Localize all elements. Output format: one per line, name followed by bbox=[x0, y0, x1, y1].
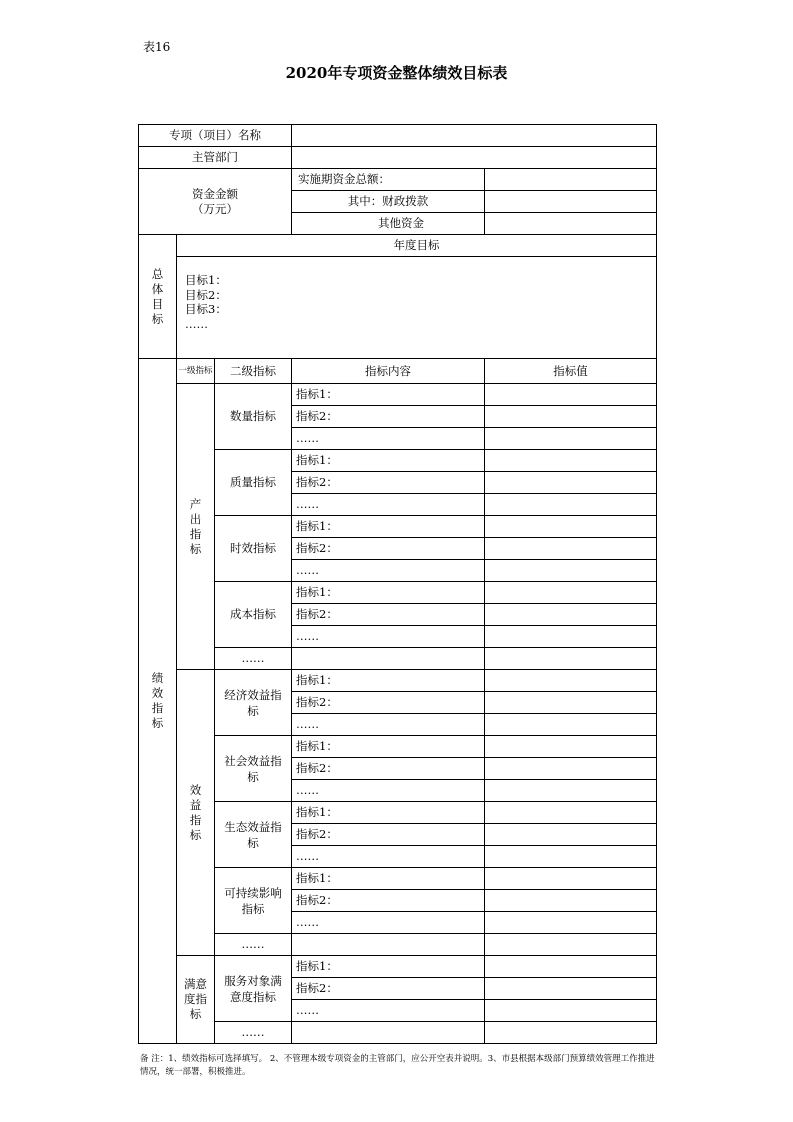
overall-char: 标 bbox=[151, 311, 164, 326]
group-more: …… bbox=[215, 934, 292, 956]
goal-item: 目标2： bbox=[185, 287, 227, 302]
satisfaction-char: 标 bbox=[189, 1007, 202, 1021]
group-more: …… bbox=[215, 1022, 292, 1044]
perf-char: 绩 bbox=[151, 671, 164, 685]
perf-char: 指 bbox=[151, 701, 164, 715]
group-ecological: 生态效益指标 bbox=[215, 802, 292, 868]
indicator-2[interactable]: 指标2： bbox=[292, 538, 485, 560]
group-quantity: 数量指标 bbox=[215, 384, 292, 450]
other-funds-label: 其他资金 bbox=[292, 213, 485, 235]
indicator-2[interactable]: 指标2： bbox=[292, 472, 485, 494]
indicator-more[interactable]: …… bbox=[292, 912, 485, 934]
project-name-row bbox=[139, 125, 657, 147]
overall-char: 总 bbox=[151, 266, 164, 281]
indicator-1[interactable]: 指标1： bbox=[292, 802, 485, 824]
indicator-value[interactable] bbox=[485, 824, 657, 846]
group-social: 社会效益指标 bbox=[215, 736, 292, 802]
indicator-more[interactable]: …… bbox=[292, 846, 485, 868]
indicator-more[interactable]: …… bbox=[292, 780, 485, 802]
overall-goal-label bbox=[139, 235, 177, 359]
indicator-row bbox=[139, 384, 657, 406]
indicator-value[interactable] bbox=[485, 802, 657, 824]
page-title: 2020年专项资金整体绩效目标表 bbox=[285, 64, 508, 82]
dept-label: 主管部门 bbox=[139, 147, 292, 169]
indicator-value[interactable] bbox=[485, 692, 657, 714]
indicator-value[interactable] bbox=[485, 472, 657, 494]
indicator-value[interactable] bbox=[485, 1000, 657, 1022]
indicator-1[interactable]: 指标1： bbox=[292, 736, 485, 758]
benefit-char: 效 bbox=[189, 782, 202, 797]
output-indicator-label bbox=[177, 384, 215, 670]
col-value-header: 指标值 bbox=[485, 359, 657, 384]
output-char: 标 bbox=[189, 541, 202, 556]
indicator-1[interactable]: 指标1： bbox=[292, 868, 485, 890]
indicator-value[interactable] bbox=[485, 846, 657, 868]
indicator-value[interactable] bbox=[485, 538, 657, 560]
indicator-1[interactable]: 指标1： bbox=[292, 450, 485, 472]
year-goal-label: 年度目标 bbox=[177, 235, 657, 257]
indicator-value[interactable] bbox=[485, 582, 657, 604]
indicator-more[interactable]: …… bbox=[292, 714, 485, 736]
benefit-indicator-label bbox=[177, 670, 215, 956]
indicator-more[interactable]: …… bbox=[292, 1000, 485, 1022]
benefit-char: 益 bbox=[189, 797, 202, 812]
indicator-value[interactable] bbox=[485, 736, 657, 758]
indicator-row bbox=[139, 868, 657, 890]
indicator-1[interactable]: 指标1： bbox=[292, 582, 485, 604]
indicator-value[interactable] bbox=[485, 626, 657, 648]
indicator-row bbox=[139, 516, 657, 538]
perf-char: 效 bbox=[151, 686, 164, 700]
indicator-row bbox=[139, 956, 657, 978]
indicator-value[interactable] bbox=[485, 868, 657, 890]
dept-cell[interactable] bbox=[292, 147, 657, 169]
indicator-row bbox=[139, 450, 657, 472]
indicator-2[interactable]: 指标2： bbox=[292, 978, 485, 1000]
output-char: 出 bbox=[189, 511, 202, 526]
indicator-more[interactable]: …… bbox=[292, 560, 485, 582]
indicator-2[interactable]: 指标2： bbox=[292, 692, 485, 714]
indicator-value[interactable] bbox=[485, 406, 657, 428]
group-cost: 成本指标 bbox=[215, 582, 292, 648]
indicator-value[interactable] bbox=[485, 428, 657, 450]
indicator-value[interactable] bbox=[485, 956, 657, 978]
overall-char: 体 bbox=[151, 281, 164, 296]
table-number: 表16 bbox=[143, 40, 171, 54]
total-funds-row bbox=[139, 169, 657, 191]
indicator-value[interactable] bbox=[485, 780, 657, 802]
indicator-row bbox=[139, 670, 657, 692]
col-level2-header: 二级指标 bbox=[215, 359, 292, 384]
indicator-value[interactable] bbox=[485, 560, 657, 582]
perf-char: 标 bbox=[151, 716, 164, 730]
indicator-content[interactable] bbox=[292, 1022, 485, 1044]
indicator-2[interactable]: 指标2： bbox=[292, 890, 485, 912]
group-quality: 质量指标 bbox=[215, 450, 292, 516]
goal-item: 目标1： bbox=[185, 273, 227, 287]
indicator-2[interactable]: 指标2： bbox=[292, 604, 485, 626]
funds-label-line2: （万元） bbox=[192, 201, 239, 216]
indicator-1[interactable]: 指标1： bbox=[292, 516, 485, 538]
col-level1-header: 一级指标 bbox=[177, 359, 215, 384]
indicator-content[interactable] bbox=[292, 648, 485, 670]
indicator-value[interactable] bbox=[485, 758, 657, 780]
indicator-row bbox=[139, 934, 657, 956]
group-timeliness: 时效指标 bbox=[215, 516, 292, 582]
group-more: …… bbox=[215, 648, 292, 670]
indicator-2[interactable]: 指标2： bbox=[292, 758, 485, 780]
indicator-value[interactable] bbox=[485, 604, 657, 626]
indicator-value[interactable] bbox=[485, 1022, 657, 1044]
performance-goal-table bbox=[138, 124, 657, 1044]
group-sustainable: 可持续影响指标 bbox=[215, 868, 292, 934]
indicator-row bbox=[139, 1022, 657, 1044]
satisfaction-char: 度指 bbox=[184, 992, 207, 1006]
indicator-value[interactable] bbox=[485, 450, 657, 472]
footnote: 备 注：1、绩效指标可选择填写。 2、不管理本级专项资金的主管部门，应公开空表并说明。3、市县根据本级部门预算绩效管理工作推进情况，统一部署，积极推进。 bbox=[140, 1054, 655, 1077]
indicator-value[interactable] bbox=[485, 714, 657, 736]
other-funds-cell[interactable] bbox=[485, 213, 657, 235]
goal-item: …… bbox=[185, 316, 208, 331]
indicator-more[interactable]: …… bbox=[292, 428, 485, 450]
satisfaction-indicator-label bbox=[177, 956, 215, 1044]
indicator-1[interactable]: 指标1： bbox=[292, 670, 485, 692]
indicator-2[interactable]: 指标2： bbox=[292, 824, 485, 846]
funds-label bbox=[139, 169, 292, 235]
indicator-value[interactable] bbox=[485, 384, 657, 406]
indicator-value[interactable] bbox=[485, 516, 657, 538]
benefit-char: 指 bbox=[189, 812, 202, 827]
goal-item: 目标3： bbox=[185, 302, 227, 316]
total-funds-label: 实施期资金总额： bbox=[292, 169, 485, 191]
indicator-value[interactable] bbox=[485, 648, 657, 670]
year-goal-header-row bbox=[139, 235, 657, 257]
indicator-value[interactable] bbox=[485, 934, 657, 956]
output-char: 指 bbox=[189, 526, 202, 541]
satisfaction-char: 满意 bbox=[184, 977, 207, 991]
indicator-row bbox=[139, 648, 657, 670]
benefit-char: 标 bbox=[189, 827, 202, 842]
indicator-row bbox=[139, 582, 657, 604]
indicator-1[interactable]: 指标1： bbox=[292, 956, 485, 978]
funds-label-line1: 资金金额 bbox=[192, 186, 239, 201]
group-economic: 经济效益指标 bbox=[215, 670, 292, 736]
dept-row bbox=[139, 147, 657, 169]
indicator-row bbox=[139, 736, 657, 758]
fiscal-label: 其中：财政拨款 bbox=[292, 191, 485, 213]
fiscal-cell[interactable] bbox=[485, 191, 657, 213]
indicator-value[interactable] bbox=[485, 912, 657, 934]
perf-header-row bbox=[139, 359, 657, 384]
indicator-content[interactable] bbox=[292, 934, 485, 956]
group-satisfaction: 服务对象满意度指标 bbox=[215, 956, 292, 1022]
indicator-1[interactable]: 指标1： bbox=[292, 384, 485, 406]
indicator-more[interactable]: …… bbox=[292, 494, 485, 516]
project-name-label: 专项（项目）名称 bbox=[139, 125, 292, 147]
goals-row bbox=[139, 257, 657, 359]
indicator-more[interactable]: …… bbox=[292, 626, 485, 648]
total-funds-cell[interactable] bbox=[485, 169, 657, 191]
perf-indicator-label bbox=[139, 359, 177, 1044]
indicator-value[interactable] bbox=[485, 978, 657, 1000]
project-name-cell[interactable] bbox=[292, 125, 657, 147]
indicator-value[interactable] bbox=[485, 890, 657, 912]
goals-cell[interactable] bbox=[177, 257, 657, 359]
indicator-row bbox=[139, 802, 657, 824]
indicator-value[interactable] bbox=[485, 670, 657, 692]
indicator-value[interactable] bbox=[485, 494, 657, 516]
overall-char: 目 bbox=[151, 296, 164, 311]
col-content-header: 指标内容 bbox=[292, 359, 485, 384]
indicator-2[interactable]: 指标2： bbox=[292, 406, 485, 428]
output-char: 产 bbox=[189, 496, 202, 511]
